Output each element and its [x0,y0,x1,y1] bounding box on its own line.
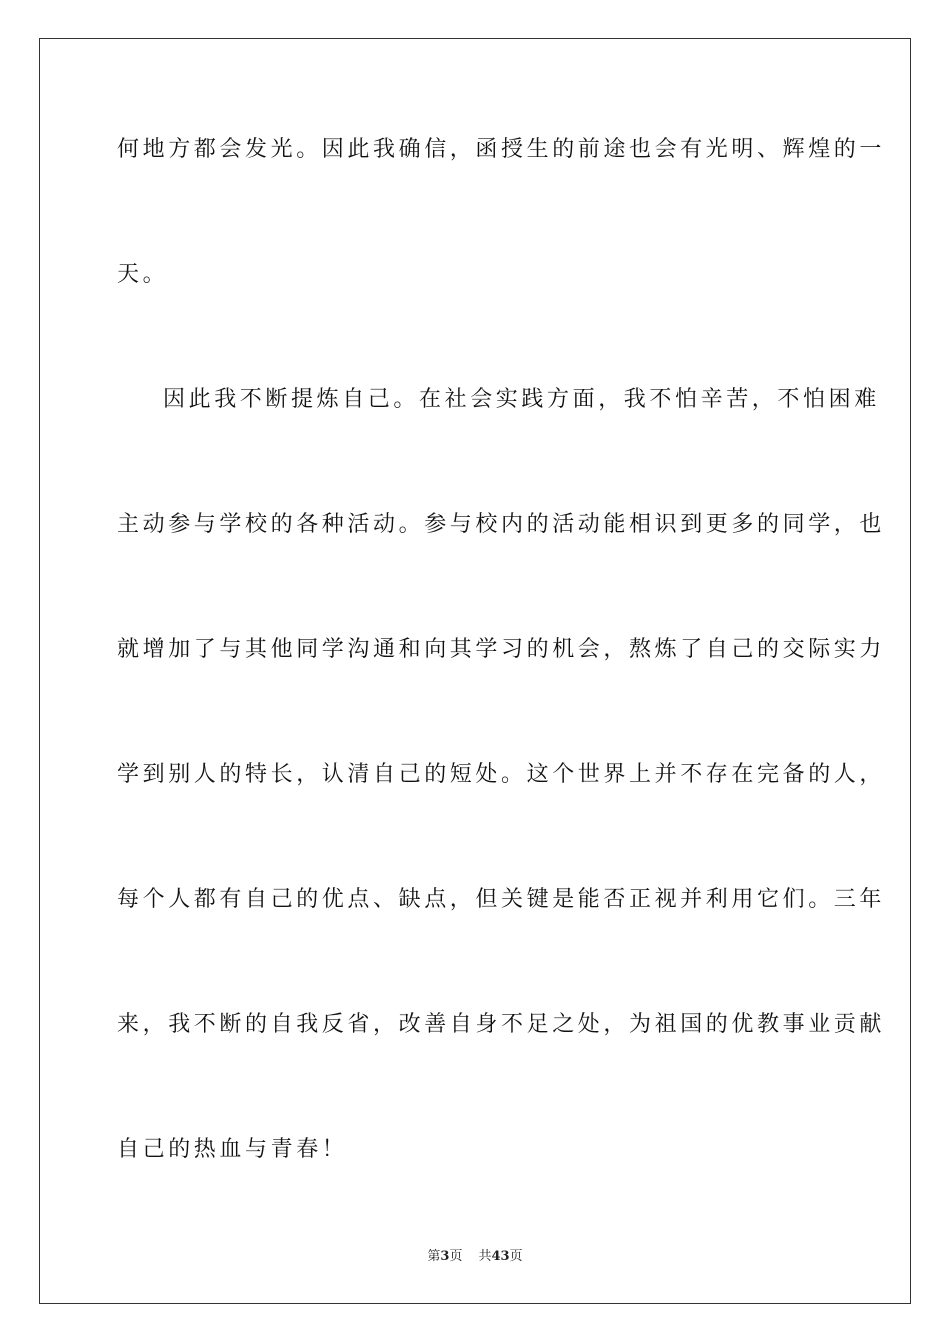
total-prefix: 共 [478,1249,492,1264]
body-line-7: 每个人都有自己的优点、缺点，但关键是能否正视并利用它们。三年 [117,887,886,912]
body-line-3: 因此我不断提炼自己。在社会实践方面，我不怕辛苦，不怕困难 [163,387,880,412]
body-line-9: 自己的热血与青春！ [117,1137,348,1162]
page-footer [0,1248,950,1266]
body-line-1: 何地方都会发光。因此我确信，函授生的前途也会有光明、辉煌的一 [117,137,886,162]
body-line-6: 学到别人的特长，认清自己的短处。这个世界上并不存在完备的人， [117,762,886,787]
body-line-4: 主动参与学校的各种活动。参与校内的活动能相识到更多的同学，也 [117,512,886,537]
body-line-2: 天。 [117,262,169,287]
page-number: 3 [440,1249,450,1264]
page-prefix: 第 [427,1249,441,1264]
page-frame [39,38,911,1304]
total-pages: 43 [491,1249,510,1264]
body-line-5: 就增加了与其他同学沟通和向其学习的机会，熬炼了自己的交际实力 [117,637,886,662]
total-suffix: 页 [509,1249,523,1264]
page-suffix: 页 [449,1249,463,1264]
body-line-8: 来，我不断的自我反省，改善自身不足之处，为祖国的优教事业贡献 [117,1012,886,1037]
